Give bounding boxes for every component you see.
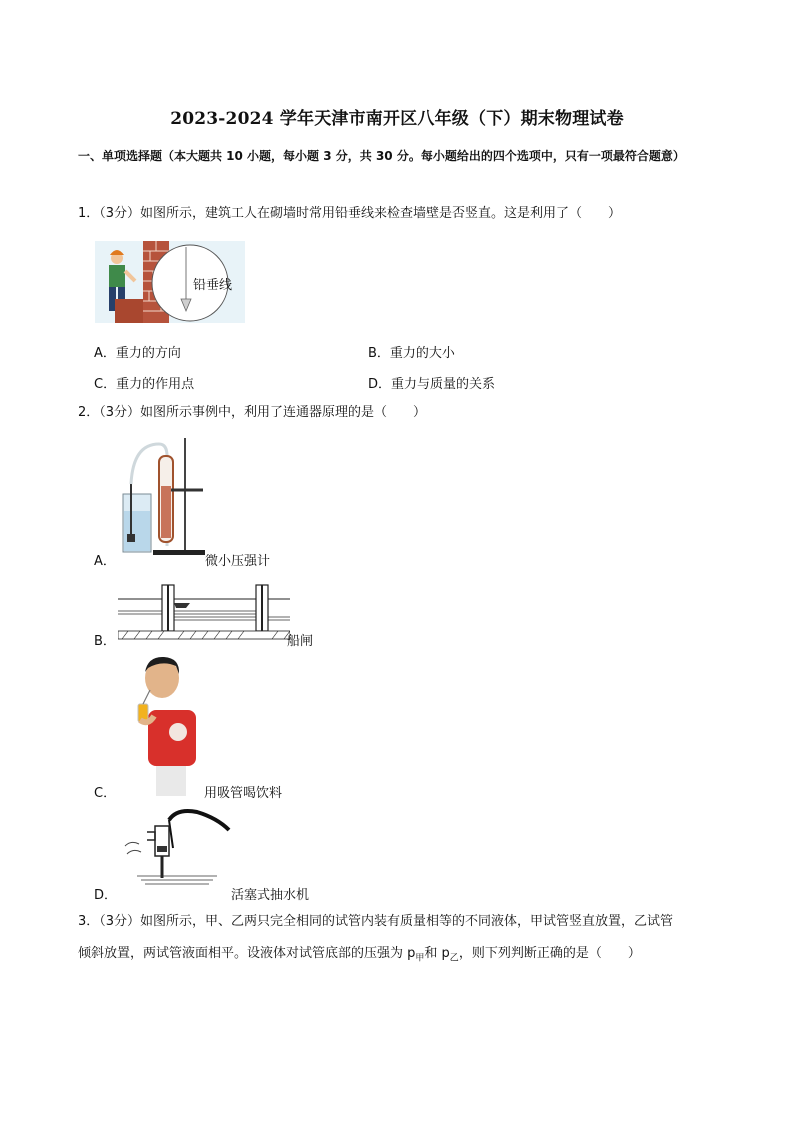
- q2-option-d[interactable]: D．: [94, 888, 118, 903]
- question-2-stem: 2．（3分）如图所示事例中，利用了连通器原理的是（ ）: [78, 405, 427, 420]
- section-heading: 一、单项选择题（本大题共 10 小题，每小题 3 分，共 30 分。每小题给出的四个选项中，只有一项最符合题意）: [78, 149, 685, 163]
- q3-text-b: 和 p: [424, 946, 450, 961]
- q2-option-d-caption: 活塞式抽水机: [231, 888, 310, 903]
- q2-option-a[interactable]: A．: [94, 554, 116, 569]
- q1-option-d[interactable]: D．重力与质量的关系: [368, 377, 496, 392]
- q3-text-c: ，则下列判断正确的是（ ）: [458, 946, 641, 961]
- q2-option-c[interactable]: C．: [94, 786, 117, 801]
- q3-sub-yi: 乙: [449, 953, 459, 964]
- q3-sub-jia: 甲: [415, 953, 425, 964]
- q1-option-a[interactable]: A．重力的方向: [94, 346, 181, 361]
- page-title: 2023-2024 学年天津市南开区八年级（下）期末物理试卷: [170, 109, 624, 129]
- pressure-gauge-figure: [115, 436, 210, 559]
- q3-text-a: 倾斜放置，两试管液面相平。设液体对试管底部的压强为 p: [78, 946, 416, 961]
- ship-lock-figure: [118, 583, 290, 643]
- q1-option-b[interactable]: B．重力的大小: [368, 346, 455, 361]
- piston-pump-figure: [117, 806, 232, 888]
- plumb-line-label: 铅垂线: [193, 278, 233, 293]
- straw-drinking-figure: [118, 654, 200, 796]
- q2-option-b-caption: 船闸: [287, 634, 314, 649]
- question-1-stem: 1．（3分）如图所示，建筑工人在砌墙时常用铅垂线来检查墙壁是否竖直。这是利用了（ ）: [78, 206, 622, 221]
- question-3-stem-line2: [78, 944, 641, 969]
- q2-option-c-caption: 用吸管喝饮料: [204, 786, 283, 801]
- q2-option-b[interactable]: B．: [94, 634, 116, 649]
- question-3-stem-line1: 3．（3分）如图所示，甲、乙两只完全相同的试管内装有质量相等的不同液体，甲试管竖直放置，乙试管: [78, 914, 674, 929]
- q2-option-a-caption: 微小压强计: [205, 554, 271, 569]
- q1-option-c[interactable]: C．重力的作用点: [94, 377, 195, 392]
